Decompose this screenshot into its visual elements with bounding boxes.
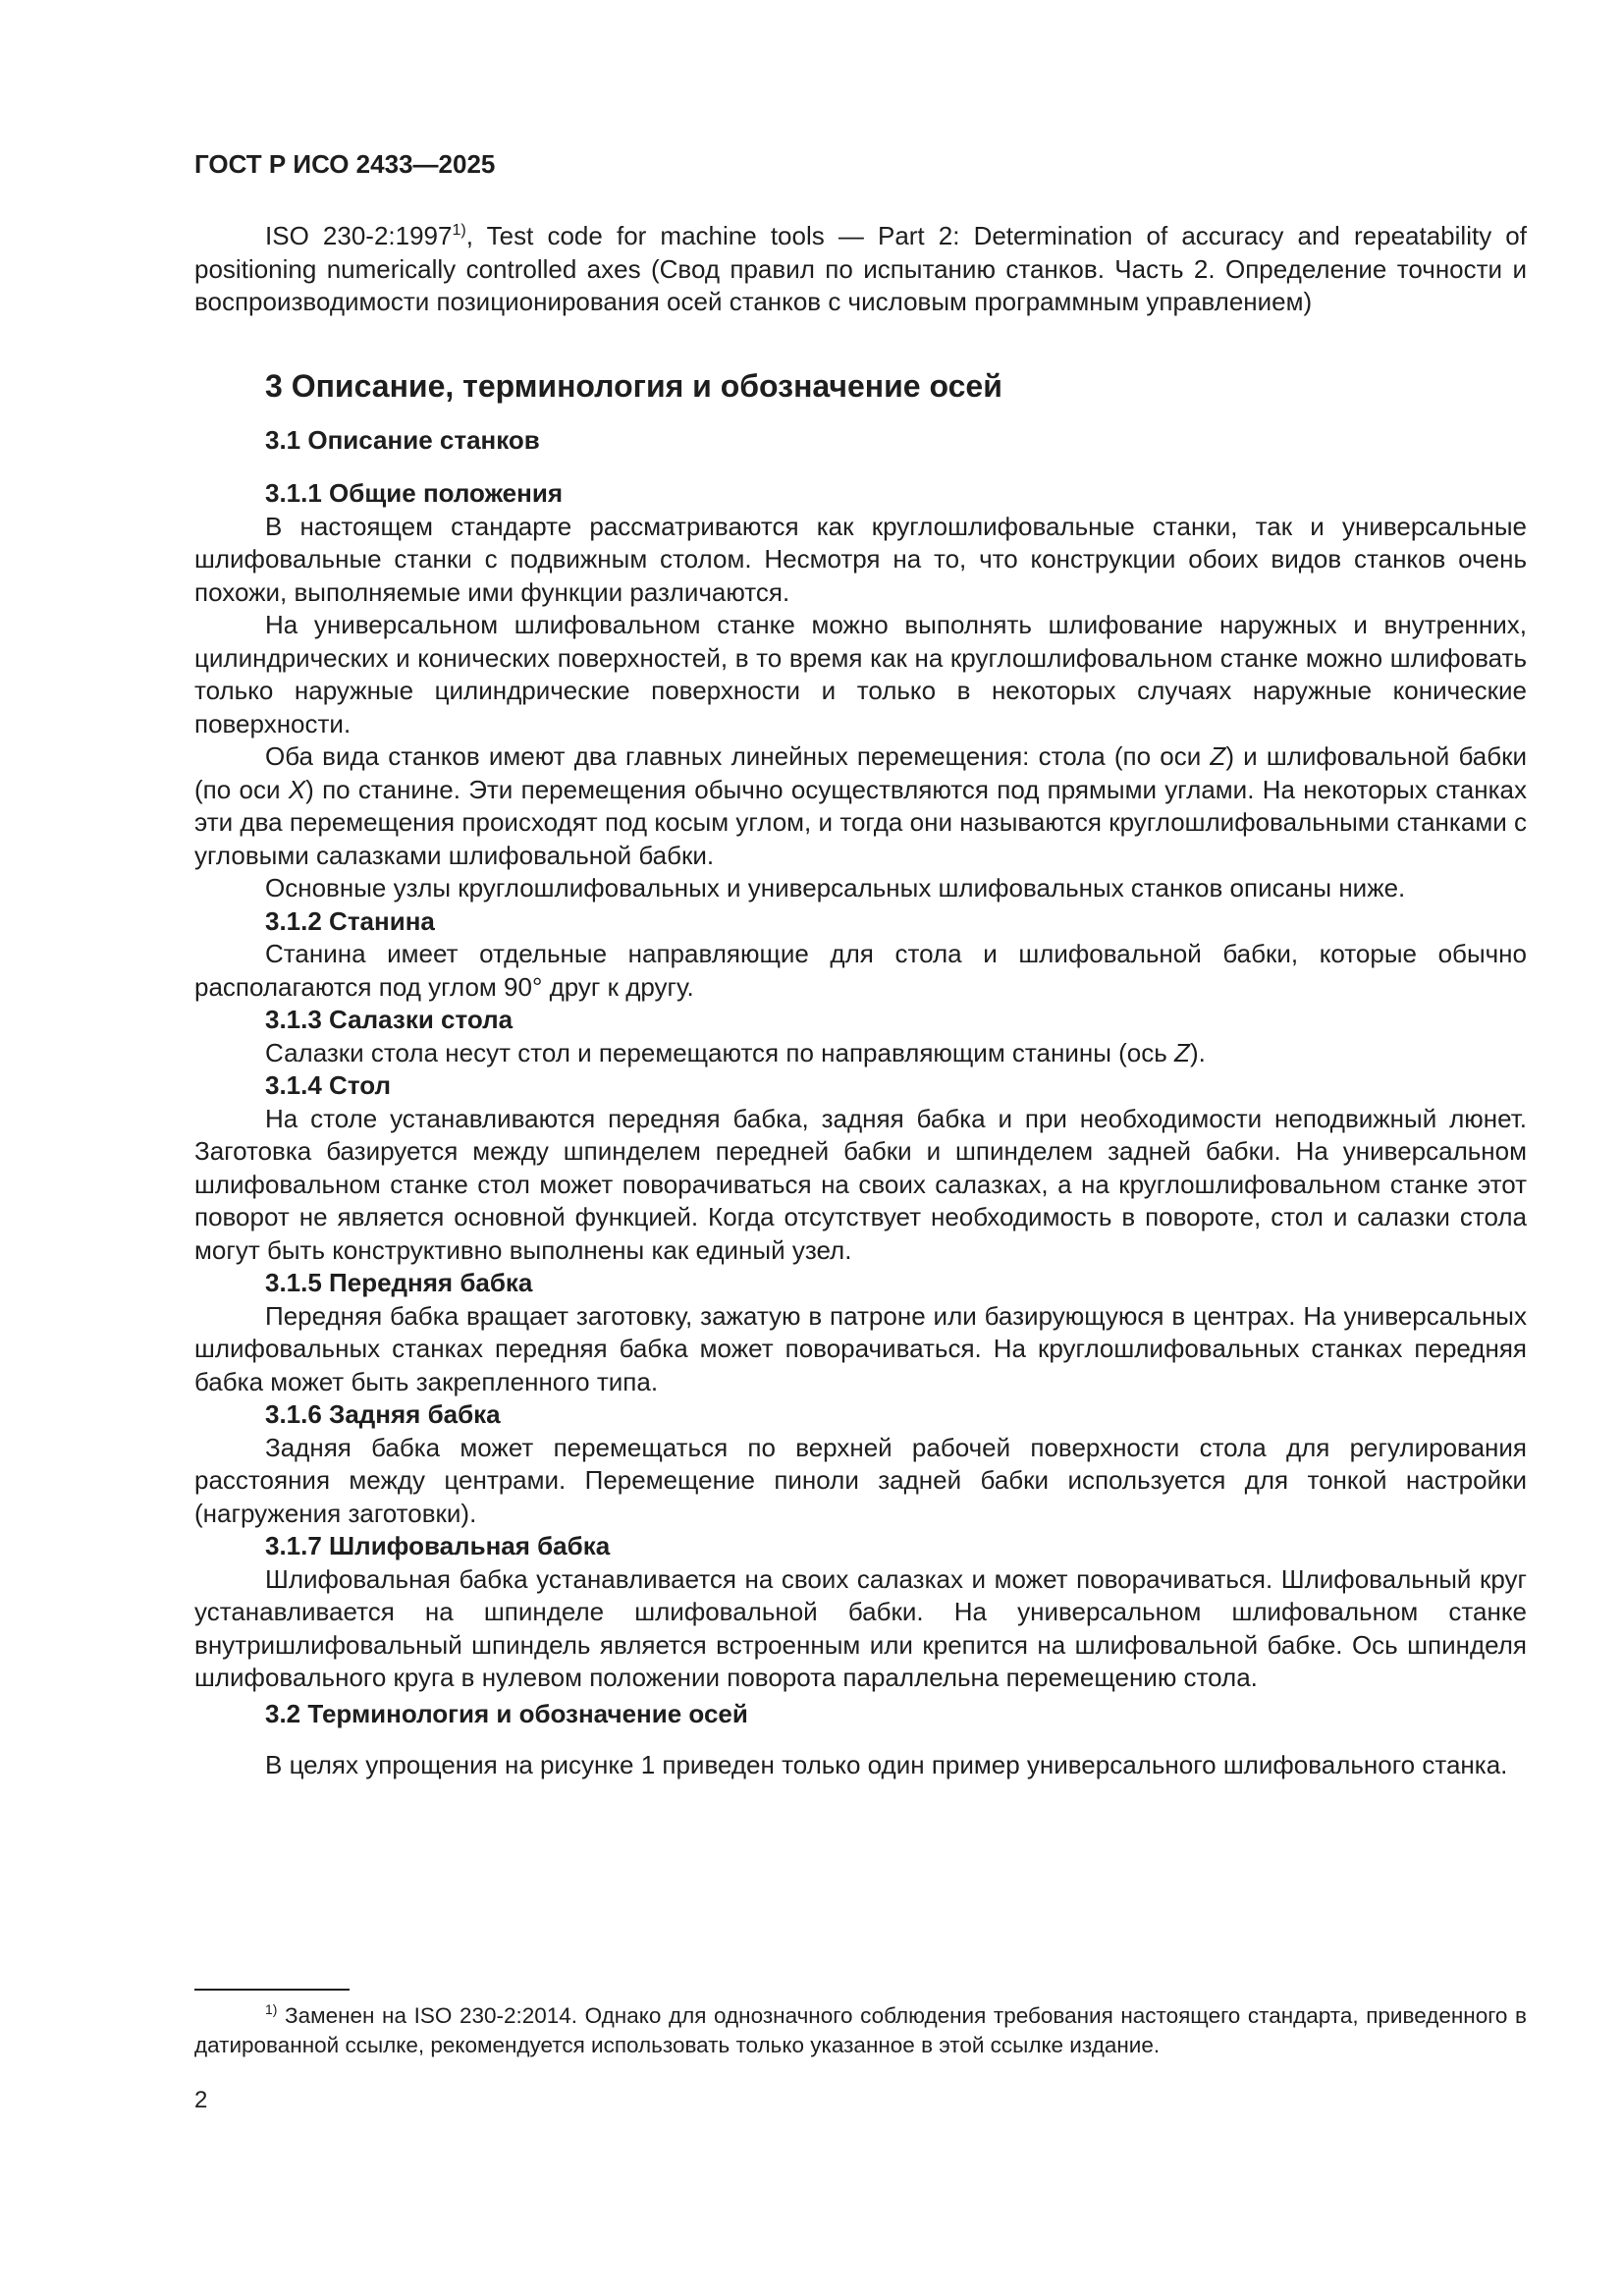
paragraph: В настоящем стандарте рассматриваются как круглошлифовальные станки, так и универсальные шлифовальные станки с подвижным столом. Несмотря на то, что конструкции обоих видов станков очень похожи, выполняемые ими функции различаются. bbox=[194, 511, 1527, 607]
paragraph: Салазки стола несут стол и перемещаются по направляющим станины (ось Z). bbox=[265, 1037, 1206, 1067]
footnote-divider bbox=[194, 1989, 350, 1991]
footnote bbox=[194, 2001, 1527, 2060]
paragraph: Шлифовальная бабка устанавливается на своих салазках и может поворачиваться. Шлифовальный круг устанавливается на шпинделе шлифовальной бабки. На универсальном шлифовальном станке внутришлифовальный шпиндель является встроенным или крепится на шлифовальной бабке. Ось шпинделя шлифовального круга в нулевом положении поворота параллельна перемещению стола. bbox=[194, 1563, 1527, 1692]
reference-paragraph bbox=[194, 220, 1527, 319]
heading-3-1-2: 3.1.2 Станина bbox=[265, 905, 435, 936]
footnote-text: Заменен на ISO 230-2:2014. Однако для однозначного соблюдения требования настоящего стандарта, приведенного в датированной ссылке, рекомендуется использовать только указанное в этой ссылке издание. bbox=[194, 2003, 1527, 2057]
heading-3-1-4: 3.1.4 Стол bbox=[265, 1070, 391, 1100]
paragraph: Основные узлы круглошлифовальных и универсальных шлифовальных станков описаны ниже. bbox=[265, 873, 1406, 902]
page-number: 2 bbox=[194, 2087, 208, 2113]
reference-text: , Test code for machine tools — Part 2: Determination of accuracy and repeatability of positioning numerically controlled axes (Свод правил по испытанию станков. Часть 2. Определение точности и воспроизводимости позиционирования осей станков с числовым программным управлением) bbox=[194, 221, 1527, 316]
heading-3-1-3: 3.1.3 Салазки стола bbox=[265, 1005, 514, 1034]
heading-3-1-5: 3.1.5 Передняя бабка bbox=[265, 1268, 533, 1297]
paragraph: Передняя бабка вращает заготовку, зажатую в патроне или базирующуюся в центрах. На универсальных шлифовальных станках передняя бабка может поворачиваться. На круглошлифовальных станках передняя бабка может быть закрепленного типа. bbox=[194, 1300, 1527, 1396]
document-header: ГОСТ Р ИСО 2433—2025 bbox=[194, 149, 496, 179]
subsection-heading-3-1: 3.1 Описание станков bbox=[265, 425, 540, 455]
reference-prefix: ISO 230-2:1997 bbox=[265, 221, 453, 250]
section-3-1-body bbox=[194, 477, 1527, 1695]
paragraph: Станина имеет отдельные направляющие для стола и шлифовальной бабки, которые обычно располагаются под углом 90° друг к другу. bbox=[194, 939, 1527, 1002]
heading-3-1-7: 3.1.7 Шлифовальная бабка bbox=[265, 1531, 611, 1560]
paragraph: На столе устанавливаются передняя бабка, задняя бабка и при необходимости неподвижный люнет. Заготовка базируется между шпинделем передней бабки и шпинделем задней бабки. На универсальном шлифовальном станке стол может поворачиваться на своих салазках, а на круглошлифовальном станке этот поворот не является основной функцией. Когда отсутствует необходимость в повороте, стол и салазки стола могут быть конструктивно выполнены как единый узел. bbox=[194, 1103, 1527, 1265]
paragraph: Оба вида станков имеют два главных линейных перемещения: стола (по оси Z) и шлифовальной бабки (по оси X) по станине. Эти перемещения обычно осуществляются под прямыми углами. На некоторых станках эти два перемещения происходят под косым углом, и тогда они называются круглошлифовальными станками с угловыми салазками шлифовальной бабки. bbox=[194, 741, 1528, 870]
reference-entry bbox=[194, 220, 1527, 319]
paragraph: В целях упрощения на рисунке 1 приведен только один пример универсального шлифовального станка. bbox=[265, 1750, 1508, 1779]
axis-z-symbol: Z bbox=[1174, 1037, 1190, 1067]
footnote-marker[interactable]: 1) bbox=[452, 221, 466, 240]
heading-3-1-1: 3.1.1 Общие положения bbox=[265, 478, 563, 508]
subsection-heading-3-2: 3.2 Терминология и обозначение осей bbox=[265, 1699, 748, 1728]
section-3-2-body bbox=[194, 1749, 1527, 1782]
section-heading: 3 Описание, терминология и обозначение осей bbox=[265, 368, 1002, 404]
axis-z-symbol: Z bbox=[1210, 741, 1226, 771]
axis-x-symbol: X bbox=[288, 774, 306, 804]
footnote-mark: 1) bbox=[265, 2001, 278, 2018]
paragraph: На универсальном шлифовальном станке можно выполнять шлифование наружных и внутренних, цилиндрических и конических поверхностей, в то время как на круглошлифовальном станке можно шлифовать только наружные цилиндрические поверхности и только в некоторых случаях наружные конические поверхности. bbox=[194, 610, 1527, 738]
paragraph: Задняя бабка может перемещаться по верхней рабочей поверхности стола для регулирования расстояния между центрами. Перемещение пиноли задней бабки используется для тонкой настройки (нагружения заготовки). bbox=[194, 1432, 1527, 1528]
heading-3-1-6: 3.1.6 Задняя бабка bbox=[265, 1399, 501, 1429]
